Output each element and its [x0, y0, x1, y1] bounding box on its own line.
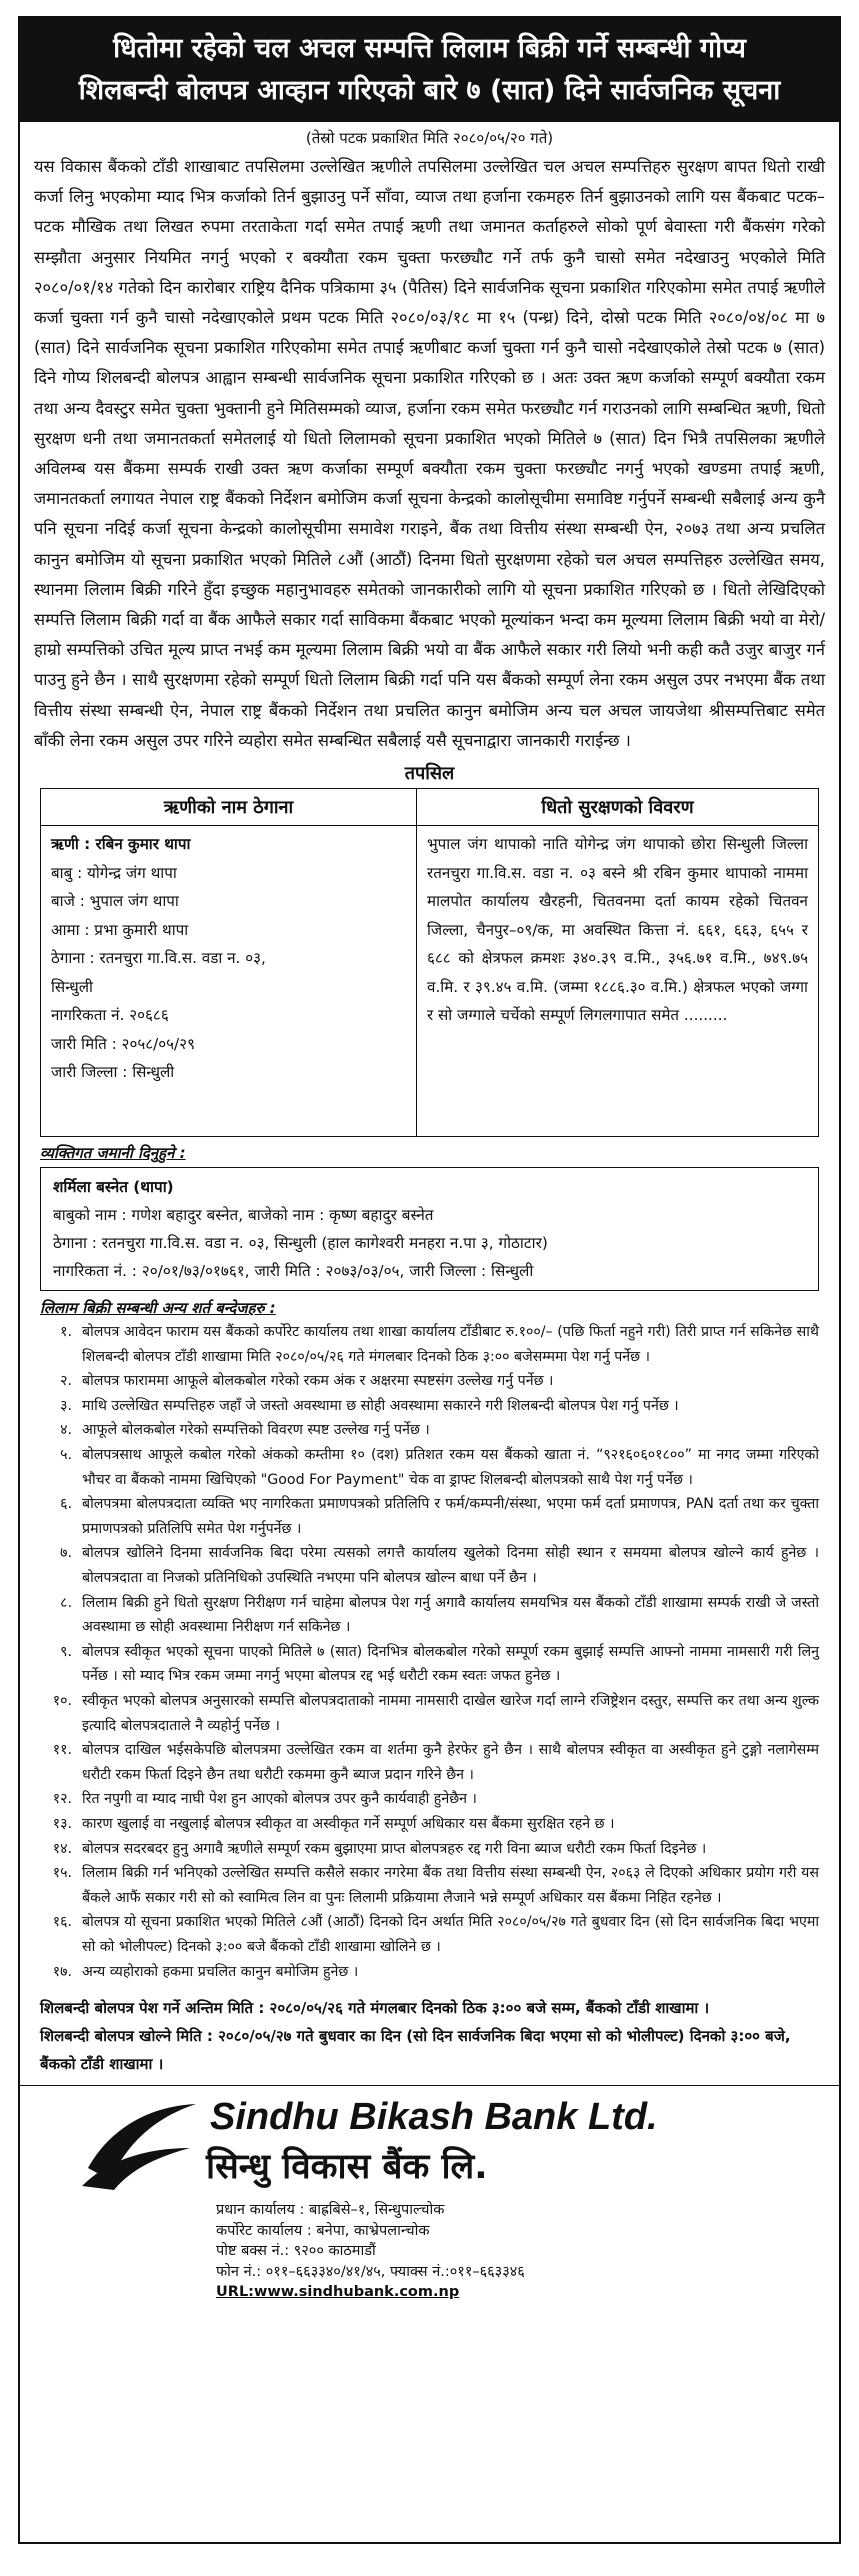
header-line-1: धितोमा रहेको चल अचल सम्पत्ति लिलाम बिक्री गर्ने सम्बन्धी गोप्य: [113, 33, 746, 64]
condition-item: [40, 1492, 819, 1541]
borrower-line: बाजे : भुपाल जंग थापा: [51, 892, 179, 911]
condition-text: बोलपत्र आवेदन फाराम यस बैंकको कर्पोरेट कार्यालय तथा शाखा कार्यालय टाँडीबाट रु.१००/– (पछि फिर्ता नहुने गरी) तिरी प्राप्त गर्न सकिनेछ साथै शिलबन्दी बोलपत्र टाँडी शाखामा मिति २०८०/०५/२६ गते मंगलबार दिनको ठिक ३:०० बजेसम्ममा पेश गर्नु पर्नेछ ।: [82, 1324, 819, 1365]
borrower-line: ठेगाना : रतनचुरा गा.वि.स. वडा न. ०३,: [51, 949, 266, 968]
intro-paragraph: यस विकास बैंकको टाँडी शाखाबाट तपसिलमा उल्लेखित ऋणीले तपसिलमा उल्लेखित चल अचल सम्पत्तिहरु सुरक्षण बापत धितो राखी कर्जा लिनु भएकोमा म्याद भित्र कर्जाको तिर्न बुझाउनु पर्ने साँवा, व्याज तथा हर्जाना रकमहरु तिर्न बुझाउनको लागि यस बैंकबाट पटक–पटक मौखिक तथा लिखत रुपमा तरताकेता गर्दा समेत तपाई ऋणी तथा जमानत कर्ताहरुले सोको पूर्ण बेवास्ता गरी बैंकसंग गरेको सम्झौता अनुसार नियमित नगर्नु भएको र बक्यौता रकम चुक्ता फरछ्यौट गर्ने तर्फ कुनै चासो समेत नदेखाउनु भएकोले मिति २०८०/०१/१४ गतेको दिन कारोबार राष्ट्रिय दैनिक पत्रिकामा ३५ (पैतिस) दिने सार्वजनिक सूचना प्रकाशित गरिएकोमा समेत तपाई ऋणीले कर्जा चुक्ता गर्न कुनै चासो नदेखाएकोले प्रथम पटक मिति २०८०/०३/१८ मा १५ (पन्ध्र) दिने, दोस्रो पटक मिति २०८०/०४/०८ मा ७ (सात) दिने सार्वजनिक सूचना प्रकाशित गरिएकोमा समेत तपाई ऋणीबाट कर्जा चुक्ता गर्न कुनै चासो नदेखाएकोले तेस्रो पटक ७ (सात) दिने गोप्य शिलबन्दी बोलपत्र आह्वान सम्बन्धी सार्वजनिक सूचना प्रकाशित गरिएको छ । अतः उक्त ऋण कर्जाको सम्पूर्ण बक्यौता रकम तथा अन्य दैवस्टुर समेत चुक्ता भुक्तानी हुने मितिसम्मको व्याज, हर्जाना रकम समेत फरछ्यौट गर्न गराउनको लागि सम्बन्धित ऋणी, धितो सुरक्षण धनी तथा जमानतकर्ता समेतलाई यो धितो लिलामको सूचना प्रकाशित भएको मितिले ७ (सात) दिन भित्रै तपसिलका ऋणीले अविलम्ब यस बैंकमा सम्पर्क राखी उक्त ऋण कर्जाका सम्पूर्ण बक्यौता रकम चुक्ता फरछ्यौट नगर्नु भएको खण्डमा तपाई ऋणी, जमानतकर्ता लगायत नेपाल राष्ट्र बैंकको निर्देशन बमोजिम कर्जा सूचना केन्द्रको कालोसूचीमा समाविष्ट गर्नुपर्ने सम्बन्धी सबैलाई अन्य कुनै पनि सूचना नदिई कर्जा सूचना केन्द्रको कालोसूचीमा समावेश गराइने, बैंक तथा वित्तीय संस्था सम्बन्धी ऐन, २०७३ तथा अन्य प्रचलित कानुन बमोजिम यो सूचना प्रकाशित भएको मितिले ८औं (आठौं) दिनमा धितो सुरक्षणमा रहेको चल अचल सम्पत्तिहरु उल्लेखित समय, स्थानमा लिलाम बिक्री गरिने हुँदा इच्छुक महानुभावहरु समेतको जानकारीको लागि यो सूचना प्रकाशित गरिएको छ । धितो लेखिदिएको सम्पत्ति लिलाम बिक्री गर्दा वा बैंक आफैले सकार गर्दा साविकमा बैंकबाट भएको मूल्यांकन भन्दा कम मूल्यमा लिलाम बिक्री भयो वा मेरो/हाम्रो सम्पत्तिको उचित मूल्य प्राप्त नभई कम मूल्यमा लिलाम बिक्री भयो वा बैंक आफैले सकार गरी लियो भनी कही कतै उजुर बाजुर गर्न पाउनु हुने छैन । साथै सुरक्षणमा रहेको सम्पूर्ण धितो लिलाम बिक्री गर्दा पनि यस बैंकको सम्पूर्ण लेना रकम असुल उपर नभएमा बैंक तथा वित्तीय संस्था सम्बन्धी ऐन, नेपाल राष्ट्र बैंकको निर्देशन तथा प्रचलित कानुन बमोजिम अन्य चल अचल जायजेथा श्रीसम्पत्तिबाट समेत बाँकी लेना रकम असुल उपर गरिने व्यहोरा समेत सम्बन्धित सबैलाई यसै सूचनाद्वारा जानकारी गराईन्छ ।: [34, 157, 825, 750]
condition-item: [40, 1591, 819, 1640]
borrower-line: ऋणी : रबिन कुमार थापा: [51, 835, 191, 854]
condition-text: अन्य व्यहोराको हकमा प्रचलित कानुन बमोजिम हुनेछ ।: [82, 1963, 359, 1980]
condition-number: १५.: [52, 1865, 72, 1882]
conditions-title: लिलाम बिक्री सम्बन्धी अन्य शर्त बन्देजहरु :: [40, 1299, 276, 1318]
condition-item: [40, 1418, 819, 1443]
guarantor-box: [40, 1167, 819, 1291]
condition-item: [40, 1837, 819, 1862]
condition-item: [40, 1394, 819, 1419]
notice-header: [20, 18, 839, 122]
condition-number: ६.: [60, 1496, 72, 1513]
head-office: प्रधान कार्यालय : बाह्रबिसे–१, सिन्धुपाल्चोक: [216, 2202, 445, 2219]
condition-number: ८.: [60, 1594, 72, 1611]
condition-text: बोलपत्र फाराममा आफूले बोलकबोल गरेको रकम अंक र अक्षरमा स्पष्टसंग उल्लेख गर्नु पर्नेछ ।: [82, 1373, 554, 1390]
condition-text: बोलपत्र खोलिने दिनमा सार्वजनिक बिदा परेमा त्यसको लगत्तै कार्यालय खुलेको दिनमा सोही स्थान र समयमा बोलपत्र खोल्ने कार्य हुनेछ । बोलपत्रदाता वा निजको प्रतिनिधिको उपस्थिति नभएमा पनि बोलपत्र खोल्न बाधा पर्ने छैन ।: [82, 1545, 819, 1586]
condition-item: [40, 1320, 819, 1369]
condition-item: [40, 1910, 819, 1959]
guarantor-title: व्यक्तिगत जमानी दिनुहुने :: [40, 1144, 186, 1163]
borrower-line: बाबु : योगेन्द्र जंग थापा: [51, 863, 177, 882]
condition-item: [40, 1369, 819, 1394]
collateral-column-header: धितो सुरक्षणको विवरण: [417, 789, 818, 826]
condition-text: बोलपत्र दाखिल भईसकेपछि बोलपत्रमा उल्लेखित रकम वा शर्तमा कुनै हेरफेर हुने छैन । साथै बोलपत्र स्वीकृत वा अस्वीकृत हुने टुङ्गो नलागेसम्म धरौटी रकम फिर्ता दिइने छैन तथा धरौटी रकममा कुनै ब्याज प्रदान गरिने छैन ।: [82, 1742, 819, 1783]
phone-fax: फोन नं.: ०११–६६३३४०/४१/४५, फ्याक्स नं.:०११–६६३३४६: [216, 2263, 525, 2280]
condition-number: १२.: [52, 1791, 72, 1808]
borrower-column: [41, 789, 417, 1136]
po-box: पोष्ट बक्स नं.: ९२०० काठमाडौं: [216, 2243, 376, 2260]
header-line-2: शिलबन्दी बोलपत्र आव्हान गरिएको बारे ७ (सात) दिने सार्वजनिक सूचना: [78, 75, 781, 106]
condition-text: लिलाम बिक्री हुने धितो सुरक्षण निरीक्षण गर्न चाहेमा बोलपत्र पेश गर्नु अगावै कार्यालय समयभित्र यस बैंकको टाँडी शाखामा सम्पर्क राखी जे जस्तो अवस्थामा छ सोही अवस्थामा निरीक्षण गर्न सकिनेछ ।: [82, 1594, 819, 1636]
bank-url-link[interactable]: URL:www.sindhubank.com.np: [216, 2284, 460, 2301]
bank-logo-icon: [80, 2098, 200, 2194]
condition-text: बोलपत्र स्वीकृत भएको सूचना पाएको मितिले ७ (सात) दिनभित्र बोलकबोल गरेको सम्पूर्ण रकम बुझाई सम्पत्ति आफ्नो नाममा नामसारी गरी लिनु पर्नेछ । सो म्याद भित्र रकम जम्मा नगर्नु भएमा बोलपत्र रद्द भई धरौटी रकम स्वतः जफत हुनेछ ।: [82, 1643, 819, 1685]
condition-number: ७.: [60, 1545, 72, 1562]
collateral-column: [417, 789, 818, 1136]
opening-date: शिलबन्दी बोलपत्र खोल्ने मिति : २०८०/०५/२७ गते बुधवार का दिन (सो दिन सार्वजनिक बिदा भएमा सो को भोलीपल्ट) दिनको ३:०० बजे, बैंकको टाँडी शाखामा ।: [40, 2027, 791, 2074]
condition-text: माथि उल्लेखित सम्पत्तिहरु जहाँ जे जस्तो अवस्थामा छ सोही अवस्थामा सकारने गरी शिलबन्दी बोलपत्र पेश गर्नु पर्नेछ ।: [82, 1397, 679, 1414]
condition-number: १.: [60, 1324, 72, 1341]
bank-name-english: Sindhu Bikash Bank Ltd.: [210, 2096, 658, 2139]
condition-number: ३.: [60, 1397, 72, 1414]
condition-text: कारण खुलाई वा नखुलाई बोलपत्र स्वीकृत वा अस्वीकृत गर्ने सम्पूर्ण अधिकार यस बैंकमा सुरक्षित रहने छ ।: [82, 1815, 615, 1832]
bank-footer: [20, 2086, 839, 2316]
condition-text: रित नपुगी वा म्याद नाघी पेश हुन आएको बोलपत्र उपर कुनै कार्यवाही हुनेछैन ।: [82, 1791, 477, 1808]
notice-page: [18, 16, 841, 2544]
condition-item: [40, 1960, 819, 1985]
condition-text: लिलाम बिक्री गर्न भनिएको उल्लेखित सम्पत्ति कसैले सकार नगरेमा बैंक तथा वित्तीय संस्था सम्बन्धी ऐन, २०६३ ले दिएको अधिकार प्रयोग गरी यस बैंकले आफैं सकार गरी सो को स्वामित्व लिन वा पुनः लिलामी प्रक्रियामा लैजाने भन्ने सम्पूर्ण अधिकार यस बैंकमा निहित रहनेछ ।: [82, 1865, 819, 1906]
condition-number: ४.: [60, 1422, 72, 1439]
bank-name-nepali: सिन्धु विकास बैंक लि.: [206, 2147, 488, 2188]
reprint-note: (तेस्रो पटक प्रकाशित मिति २०८०/०५/२० गते): [305, 129, 554, 147]
tapsil-heading: तपसिल: [404, 763, 455, 785]
submission-deadline: शिलबन्दी बोलपत्र पेश गर्ने अन्तिम मिति : २०८०/०५/२६ गते मंगलबार दिनको ठिक ३:०० बजे सम्म, बैंकको टाँडी शाखामा ।: [40, 1999, 710, 2018]
details-table: [40, 788, 819, 1137]
condition-item: [40, 1812, 819, 1837]
condition-number: १०.: [52, 1692, 72, 1709]
bank-address: [216, 2200, 525, 2303]
condition-text: स्वीकृत भएको बोलपत्र अनुसारको सम्पत्ति बोलपत्रदाताको नाममा नामसारी दाखेल खारेज गर्दा लाग्ने रजिष्ट्रेशन दस्तुर, सम्पत्ति कर तथा अन्य शुल्क इत्यादि बोलपत्रदाताले नै व्यहोर्नु पर्नेछ ।: [82, 1692, 819, 1734]
guarantor-address: ठेगाना : रतनचुरा गा.वि.स. वडा न. ०३, सिन्धुली (हाल कागेश्वरी मनहरा न.पा ३, गोठाटार): [53, 1234, 548, 1253]
condition-item: [40, 1541, 819, 1590]
borrower-column-header: ऋणीको नाम ठेगाना: [41, 789, 416, 826]
condition-number: ५.: [60, 1447, 72, 1464]
condition-item: [40, 1787, 819, 1812]
condition-text: बोलपत्र यो सूचना प्रकाशित भएको मितिले ८औं (आठौं) दिनको दिन अर्थात मिति २०८०/०५/२७ गते बुधवार दिन (सो दिन सार्वजनिक बिदा भएमा सो को भोलीपल्ट) दिनको ३:०० बजे बैंकको टाँडी शाखामा खोलिने छ ।: [82, 1914, 819, 1955]
borrower-line: जारी जिल्ला : सिन्धुली: [51, 1063, 175, 1082]
condition-text: आफूले बोलकबोल गरेको सम्पत्तिको विवरण स्पष्ट उल्लेख गर्नु पर्नेछ ।: [82, 1422, 430, 1439]
corporate-office: कर्पोरेट कार्यालय : बनेपा, काभ्रेपलान्चोक: [216, 2222, 430, 2239]
condition-item: [40, 1640, 819, 1689]
condition-text: बोलपत्र सदरबदर हुनु अगावै ऋणीले सम्पूर्ण रकम बुझाएमा प्राप्त बोलपत्रहरु रद्द गरी विना ब्याज धरौटी रकम फिर्ता दिइनेछ ।: [82, 1840, 707, 1857]
borrower-line: नागरिकता नं. २०६८६: [51, 1006, 169, 1025]
borrower-details: [41, 826, 416, 1091]
condition-number: १६.: [52, 1914, 72, 1931]
condition-number: ९.: [60, 1643, 72, 1660]
guarantor-parents: बाबुको नाम : गणेश बहादुर बस्नेत, बाजेको नाम : कृष्ण बहादुर बस्नेत: [53, 1206, 434, 1225]
condition-item: [40, 1738, 819, 1787]
condition-number: १३.: [52, 1815, 72, 1832]
borrower-line: आमा : प्रभा कुमारी थापा: [51, 920, 189, 939]
condition-item: [40, 1443, 819, 1492]
condition-item: [40, 1861, 819, 1910]
condition-number: १४.: [52, 1840, 72, 1857]
condition-number: १७.: [52, 1963, 72, 1980]
conditions-list: [40, 1320, 819, 1984]
condition-text: बोलपत्रसाथ आफूले कबोल गरेको अंकको कम्तीमा १० (दश) प्रतिशत रकम यस बैंकको खाता नं. “९२१६०६०१८००” मा नगद जम्मा गरिएको भौचर वा बैंकको नाममा खिचिएको "Good For Payment" चेक वा ड्राफ्ट शिलबन्दी बोलपत्रको साथै पेश गर्नु पर्नेछ ।: [82, 1447, 819, 1488]
condition-item: [40, 1689, 819, 1738]
borrower-line: जारी मिति : २०५८/०५/२९: [51, 1034, 195, 1053]
borrower-line: सिन्धुली: [51, 977, 93, 996]
guarantor-name: शर्मिला बस्नेत (थापा): [53, 1178, 174, 1197]
guarantor-citizenship: नागरिकता नं. : २०/०१/७३/०१७६१, जारी मिति : २०७३/०३/०५, जारी जिल्ला : सिन्धुली: [53, 1262, 534, 1281]
collateral-details: भुपाल जंग थापाको नाति योगेन्द्र जंग थापाको छोरा सिन्धुली जिल्ला रतनचुरा गा.वि.स. वडा न. ०३ बस्ने श्री रबिन कुमार थापाको नाममा मालपोत कार्यालय खैरहनी, चितवनमा दर्ता कायम रहेको चितवन जिल्ला, चैनपुर–०९/क, मा अवस्थित कित्ता नं. ६६१, ६६३, ६५५ र ६८८ को क्षेत्रफल क्रमशः ३४०.३९ व.मि., ३५६.७१ व.मि., ७४९.७५ व.मि. र ३९.४५ व.मि. (जम्मा १८८६.३० व.मि.) क्षेत्रफल भएको जग्गा र सो जग्गाले चर्चेको सम्पूर्ण लिगलगापात समेत .........: [427, 835, 808, 1025]
condition-text: बोलपत्रमा बोलपत्रदाता व्यक्ति भए नागरिकता प्रमाणपत्रको प्रतिलिपि र फर्म/कम्पनी/संस्था, भएमा फर्म दर्ता प्रमाणपत्र, PAN दर्ता तथा कर चुक्ता प्रमाणपत्रको प्रतिलिपि समेत पेश गर्नुपर्नेछ ।: [82, 1496, 819, 1537]
condition-number: ११.: [52, 1742, 72, 1759]
deadline-block: [40, 1994, 819, 2078]
condition-number: २.: [60, 1373, 72, 1390]
